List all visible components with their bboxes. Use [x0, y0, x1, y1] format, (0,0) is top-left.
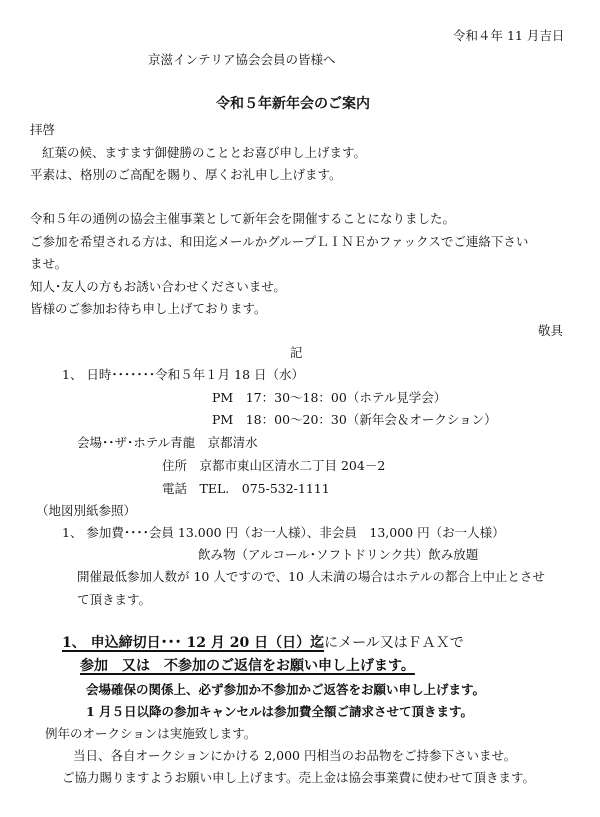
document-title: 令和５年新年会のご案内 [216, 96, 370, 112]
auction-line-3: ご協力賜りますようお願い申し上げます。売上金は協会事業費に使わせて頂きます。 [62, 770, 536, 785]
body-paragraph-3: 知人･友人の方もお誘い合わせくださいませ。 [30, 279, 286, 294]
fee-line: 1、 参加費････会員 13.000 円（お一人様）、非会員 13,000 円（お一人様） [62, 525, 505, 540]
body-paragraph-4: 皆様のご参加お待ち申し上げております。 [30, 301, 267, 316]
issue-date: 令和４年 11 月吉日 [453, 28, 565, 43]
deadline-reply-request: 参加 又は 不参加のご返信をお願い申し上げます。 [80, 658, 415, 674]
auction-line-2: 当日、各自オークションにかける 2,000 円相当のお品物をご持参下さいませ。 [73, 748, 517, 763]
schedule-pm-1: PM 17：30～18：00（ホテル見学会） [212, 390, 447, 405]
closing-keigu: 敬具 [538, 323, 564, 338]
fee-drinks: 飲み物（アルコール･ソフトドリンク共）飲み放題 [198, 547, 479, 562]
auction-line-1: 例年のオークションは実施致します。 [45, 726, 257, 741]
body-paragraph-1: 令和５年の通例の協会主催事業として新年会を開催することになりました。 [30, 211, 456, 226]
schedule-venue: 会場･･ザ･ホテル青龍 京都清水 [77, 435, 258, 450]
body-paragraph-2b: ませ。 [30, 256, 68, 271]
deadline-prefix: 1、 申込締切日･･･ 12 月 20 日（日）迄 [62, 635, 325, 651]
deadline-suffix: にメール又はＦＡＸで [324, 635, 464, 651]
schedule-map-note: （地図別紙参照） [36, 503, 137, 518]
deadline-line [62, 636, 464, 650]
schedule-datetime: 1、 日時･･･････令和５年１月 18 日（水） [62, 367, 305, 382]
recipient: 京滋インテリア協会会員の皆様へ [148, 52, 336, 67]
schedule-address: 住所 京都市東山区清水二丁目 204－2 [162, 458, 386, 473]
deadline-note-1: 会場確保の関係上、必ず参加か不参加かご返答をお願い申し上げます。 [86, 682, 486, 697]
fee-minimum-2: て頂きます。 [77, 592, 152, 607]
body-paragraph-2a: ご参加を希望される方は、和田迄メールかグループＬＩＮＥかファックスでご連絡下さい [30, 234, 529, 249]
greeting-opening: 拝啓 [30, 122, 56, 137]
greeting-line-2: 平素は、格別のご高配を賜り、厚くお礼申し上げます。 [30, 167, 342, 182]
ki-heading: 記 [290, 345, 303, 360]
deadline-note-2: 1 月５日以降の参加キャンセルは参加費全額ご請求させて頂きます。 [86, 704, 474, 719]
schedule-phone: 電話 TEL. 075-532-1111 [162, 481, 330, 496]
schedule-pm-2: PM 18：00～20：30（新年会＆オークション） [212, 412, 497, 427]
greeting-line-1: 紅葉の候、ますます御健勝のこととお喜び申し上げます。 [42, 145, 367, 160]
fee-minimum-1: 開催最低参加人数が 10 人ですので、10 人未満の場合はホテルの都合上中止とさせ [77, 569, 545, 584]
